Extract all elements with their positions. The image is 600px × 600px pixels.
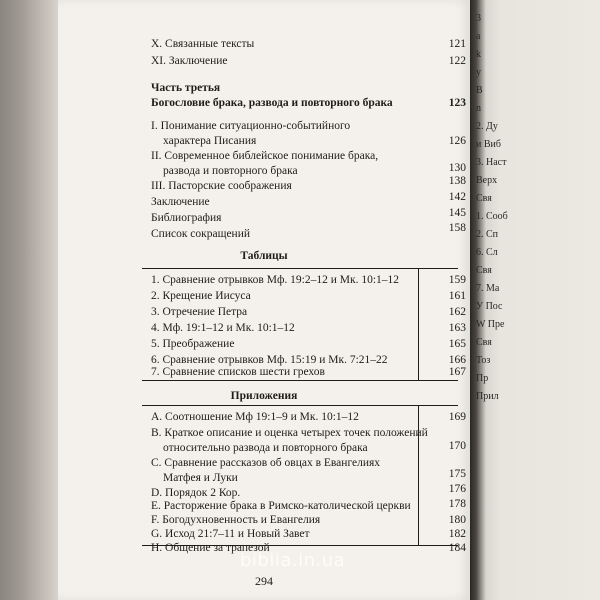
table-entry: 2. Крещение Иисуса bbox=[151, 290, 251, 302]
appendix-column-rule bbox=[418, 405, 419, 545]
part-label: Часть третья bbox=[151, 82, 221, 94]
watermark: biblia.in.ua bbox=[240, 550, 346, 571]
appendix-heading: Приложения bbox=[230, 390, 298, 402]
table-page: 163 bbox=[448, 322, 466, 334]
table-entry: 7. Сравнение списков шести грехов bbox=[151, 366, 325, 378]
toc-entry-line: характера Писания bbox=[163, 135, 257, 147]
toc-entry-line: Заключение bbox=[151, 196, 210, 208]
facing-page-fragment: W Пре bbox=[476, 319, 505, 330]
appendix-entry: относительно развода и повторного брака bbox=[163, 442, 368, 454]
toc-page: 142 bbox=[448, 191, 466, 203]
facing-page-fragment: 3. Наст bbox=[476, 157, 507, 168]
tables-column-rule bbox=[418, 268, 419, 380]
facing-page bbox=[470, 0, 600, 600]
appendix-page: 182 bbox=[448, 528, 466, 540]
appendix-page: 176 bbox=[448, 483, 466, 495]
tables-bottom-rule bbox=[142, 380, 458, 381]
appendix-page: 175 bbox=[448, 468, 466, 480]
book-left-edge bbox=[0, 0, 58, 600]
table-page: 165 bbox=[448, 338, 466, 350]
facing-page-fragment: Верх bbox=[476, 175, 498, 186]
appendix-entry: B. Краткое описание и оценка четырех точек положений bbox=[151, 427, 428, 439]
toc-page: 126 bbox=[448, 135, 466, 147]
toc-page: 145 bbox=[448, 207, 466, 219]
appendix-page: 178 bbox=[448, 498, 466, 510]
appendix-entry: A. Соотношение Мф 19:1–9 и Мк. 10:1–12 bbox=[151, 411, 359, 423]
toc-page: 138 bbox=[448, 175, 466, 187]
toc-page: 158 bbox=[448, 222, 466, 234]
table-page: 166 bbox=[448, 354, 466, 366]
facing-page-fragment: Свя bbox=[476, 265, 492, 276]
facing-page-fragment: n bbox=[476, 103, 481, 114]
toc-entry-line: развода и повторного брака bbox=[163, 165, 298, 177]
facing-page-fragment: 3 bbox=[476, 13, 481, 24]
table-page: 159 bbox=[448, 274, 466, 286]
facing-page-fragment: k bbox=[476, 49, 481, 60]
facing-page-fragment: У Пос bbox=[476, 301, 503, 312]
appendix-entry: F. Богодухновенность и Евангелия bbox=[151, 514, 321, 526]
appendix-top-rule bbox=[142, 405, 458, 406]
book-page bbox=[58, 0, 470, 600]
tables-heading: Таблицы bbox=[240, 250, 288, 262]
facing-page-fragment: 6. Сл bbox=[476, 247, 498, 258]
table-page: 161 bbox=[448, 290, 466, 302]
facing-page-fragment: 2. Сп bbox=[476, 229, 499, 240]
appendix-entry: Матфея и Луки bbox=[163, 472, 238, 484]
part-page: 123 bbox=[448, 97, 466, 109]
appendix-page: 180 bbox=[448, 514, 466, 526]
table-entry: 1. Сравнение отрывков Мф. 19:2–12 и Мк. 10:1–12 bbox=[151, 274, 400, 286]
toc-entry-line: III. Пасторские соображения bbox=[151, 180, 292, 192]
table-page: 162 bbox=[448, 306, 466, 318]
appendix-entry: D. Порядок 2 Кор. bbox=[151, 487, 241, 499]
facing-page-fragment: и Виб bbox=[476, 139, 501, 150]
toc-entry-line: II. Современное библейское понимание брака, bbox=[151, 150, 379, 162]
appendix-entry: C. Сравнение рассказов об овцах в Евангелиях bbox=[151, 457, 381, 469]
facing-page-fragment: Прил bbox=[476, 391, 499, 402]
table-entry: 4. Мф. 19:1–12 и Мк. 10:1–12 bbox=[151, 322, 295, 334]
appendix-page: 184 bbox=[448, 542, 466, 554]
toc-entry-line: Список сокращений bbox=[151, 228, 251, 240]
toc-entry-line: Библиография bbox=[151, 212, 222, 224]
toc-page: 130 bbox=[448, 162, 466, 174]
page-number: 294 bbox=[255, 574, 273, 588]
appendix-entry: E. Расторжение брака в Римско-католической церкви bbox=[151, 500, 411, 512]
tables-top-rule bbox=[142, 268, 458, 269]
toc-entry-line: I. Понимание ситуационно-событийного bbox=[151, 120, 351, 132]
facing-page-fragment: Тоз bbox=[476, 355, 491, 366]
facing-page-fragment: 7. Ма bbox=[476, 283, 500, 294]
toc-page-x: 121 bbox=[448, 38, 466, 50]
table-page: 167 bbox=[448, 366, 466, 378]
appendix-entry: G. Исход 21:7–11 и Новый Завет bbox=[151, 528, 310, 540]
appendix-page: 170 bbox=[448, 440, 466, 452]
part-title: Богословие брака, развода и повторного брака bbox=[151, 97, 393, 109]
facing-page-fragment: Свя bbox=[476, 193, 492, 204]
facing-page-fragment: 1. Сооб bbox=[476, 211, 508, 222]
appendix-page: 169 bbox=[448, 411, 466, 423]
appendix-entry: H. Общение за трапезой bbox=[151, 542, 270, 554]
toc-page-xi: 122 bbox=[448, 55, 466, 67]
facing-page-fragment: Свя bbox=[476, 337, 492, 348]
toc-entry-x: X. Связанные тексты bbox=[151, 38, 255, 50]
facing-page-fragment: 2. Ду bbox=[476, 121, 498, 132]
table-entry: 5. Преображение bbox=[151, 338, 235, 350]
table-entry: 3. Отречение Петра bbox=[151, 306, 248, 318]
table-entry: 6. Сравнение отрывков Мф. 15:19 и Мк. 7:21–22 bbox=[151, 354, 388, 366]
facing-page-fragment: B bbox=[476, 85, 483, 96]
facing-page-fragment: Пр bbox=[476, 373, 489, 384]
facing-page-fragment: y bbox=[476, 67, 481, 78]
toc-entry-xi: XI. Заключение bbox=[151, 55, 228, 67]
facing-page-fragment: a bbox=[476, 31, 481, 42]
